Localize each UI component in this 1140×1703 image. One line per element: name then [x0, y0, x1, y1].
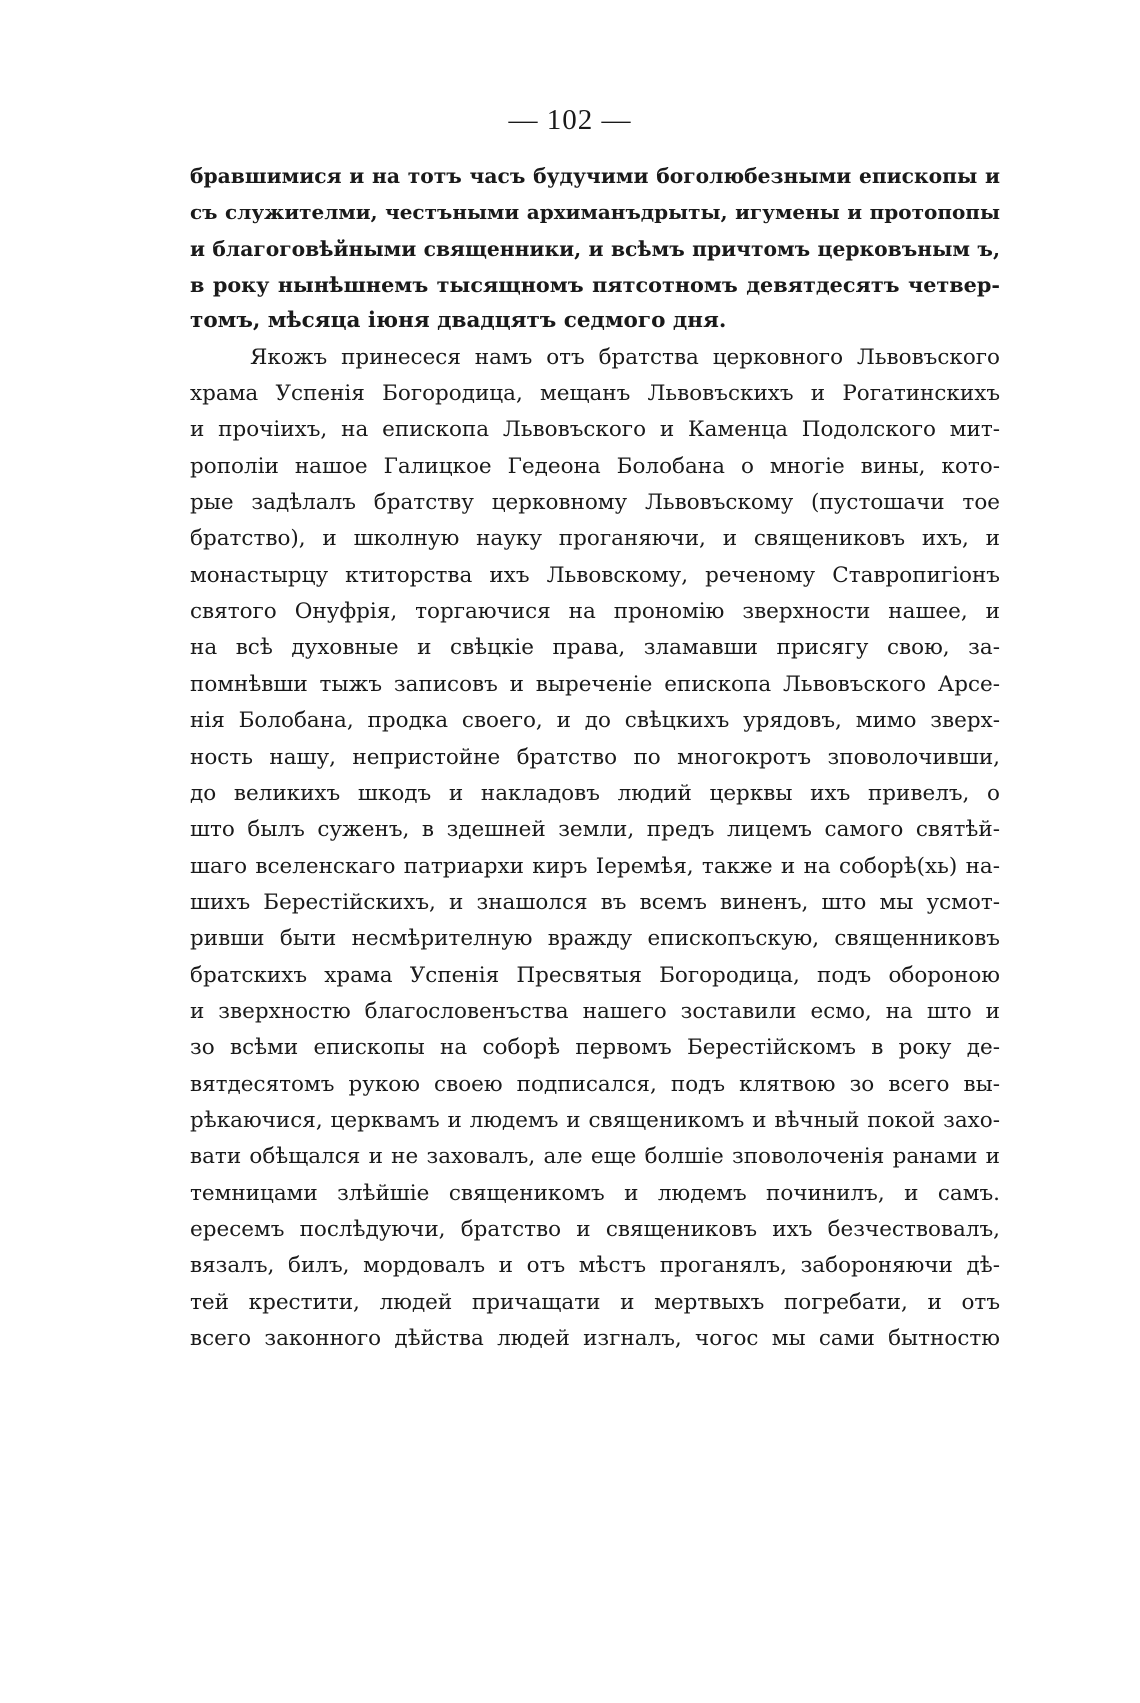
text-line: томъ, мѣсяца іюня двадцятъ седмого дня. [190, 308, 727, 334]
text-line: съ служителми, честъными архиманъдрыты, игумены и протопопы [190, 200, 1000, 225]
text-line: бравшимися и на тотъ часъ будучими боголюбезными епископы и [190, 164, 1000, 188]
text-line: рѣкаючися, церквамъ и людемъ и священикомъ и вѣчный покой захо- [190, 1107, 1000, 1133]
text-line: храма Успенія Богородица, мещанъ Львовъскихъ и Рогатинскихъ [190, 381, 1000, 407]
text-line: на всѣ духовные и свѣцкіе права, зламавши присягу свою, за- [190, 635, 1000, 661]
text-line: темницами злѣйшіе священикомъ и людемъ починилъ, и самъ. [190, 1180, 1000, 1206]
text-line: помнѣвши тыжъ записовъ и выреченіе епископа Львовъского Арсе- [190, 671, 1000, 697]
text-line: шаго вселенскаго патриархи киръ Іеремѣя, также и на соборѣ(хь) на- [190, 853, 1000, 879]
text-line: и прочіихъ, на епископа Львовъского и Каменца Подолского мит- [190, 417, 1000, 443]
text-line: вати обѣщался и не заховалъ, але еще болшіе зповолоченія ранами и [190, 1144, 1000, 1170]
text-line: братство), и школную науку проганяючи, и священиковъ ихъ, и [190, 526, 1000, 552]
text-line: братскихъ храма Успенія Пресвятыя Богородица, подъ обороною [190, 962, 1000, 988]
text-line: ность нашу, непристойне братство по многокротъ зповолочивши, [190, 744, 1000, 770]
text-line: Якожъ принесеся намъ отъ братства церковного Львовъского [250, 344, 1000, 370]
text-line: шихъ Берестійскихъ, и знашолся въ всемъ виненъ, што мы усмот- [190, 889, 1000, 915]
text-line: нія Болобана, продка своего, и до свѣцкихъ урядовъ, мимо зверх- [190, 708, 1000, 734]
text-line: и благоговѣйными священники, и всѣмъ причтомъ церковъным ъ, [190, 236, 1000, 261]
text-line: в року нынѣшнемъ тысящномъ пятсотномъ девятдесятъ четвер- [190, 273, 1000, 298]
text-line: ривши быти несмѣрителную вражду епископъскую, священниковъ [190, 926, 1000, 952]
text-line: до великихъ шкодъ и накладовъ людий церквы ихъ привелъ, о [190, 780, 1000, 806]
text-line: рые задѣлалъ братству церковному Львовъскому (пустошачи тое [190, 490, 1000, 516]
text-line: ересемъ послѣдуючи, братство и священиковъ ихъ безчествовалъ, [190, 1216, 1000, 1242]
text-line: зо всѣми епископы на соборѣ первомъ Берестійскомъ в року де- [190, 1035, 1000, 1061]
text-line: монастырцу ктиторства ихъ Львовскому, реченому Ставропигіонъ [190, 562, 1000, 588]
text-line: всего законного дѣйства людей изгналъ, чогос мы сами бытностю [190, 1326, 1000, 1351]
text-line: и зверхностю благословенъства нашего зоставили есмо, на што и [190, 998, 1000, 1024]
page-number: — 102 — [508, 104, 632, 136]
text-line: рополіи нашое Галицкое Гедеона Болобана о многіе вины, кото- [190, 453, 1000, 479]
text-line: тей крестити, людей причащати и мертвыхъ погребати, и отъ [190, 1289, 1000, 1315]
text-line: што былъ суженъ, в здешней земли, предъ лицемъ самого святѣй- [190, 817, 1000, 843]
text-body [190, 158, 1000, 1357]
text-line: вятдесятомъ рукою своею подписался, подъ клятвою зо всего вы- [190, 1071, 1000, 1097]
text-line: святого Онуфрія, торгаючися на прономію зверхности нашее, и [190, 599, 1000, 625]
text-line: вязалъ, билъ, мордовалъ и отъ мѣстъ проганялъ, забороняючи дѣ- [190, 1253, 1000, 1279]
